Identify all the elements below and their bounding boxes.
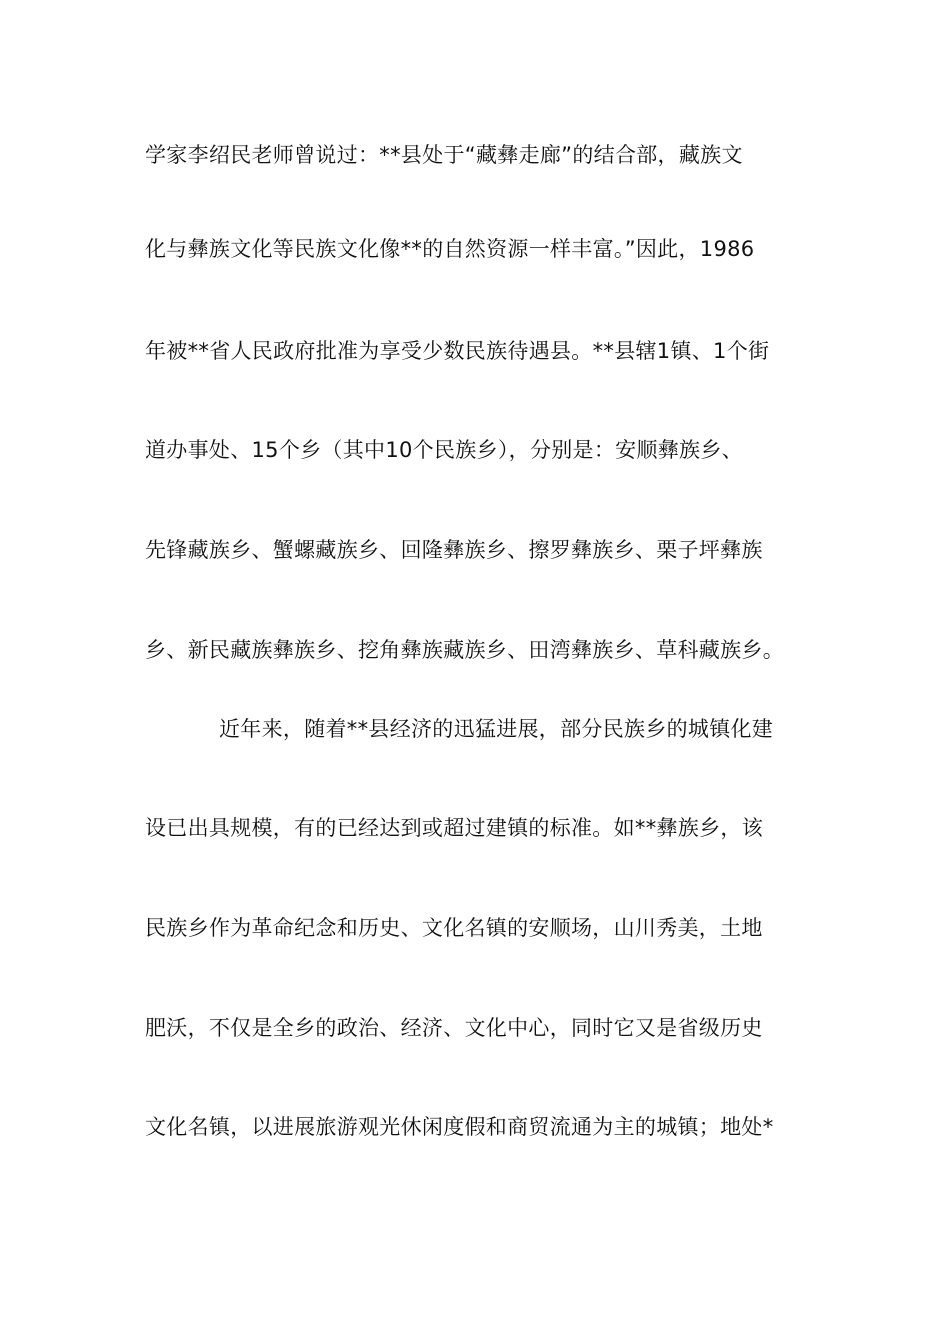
paragraph-line-1: 学家李绍民老师曾说过：**县处于“藏彝走廊”的结合部，藏族文 (145, 143, 743, 167)
paragraph-line-10: 肥沃，不仅是全乡的政治、经济、文化中心，同时它又是省级历史 (145, 1016, 763, 1040)
paragraph-line-5: 先锋藏族乡、蟹螺藏族乡、回隆彝族乡、擦罗彝族乡、栗子坪彝族 (145, 538, 763, 562)
paragraph-line-9: 民族乡作为革命纪念和历史、文化名镇的安顺场，山川秀美，土地 (145, 916, 763, 940)
paragraph-line-8: 设已出具规模，有的已经达到或超过建镇的标准。如**彝族乡，该 (145, 816, 763, 840)
paragraph-line-6: 乡、新民藏族彝族乡、挖角彝族藏族乡、田湾彝族乡、草科藏族乡。 (145, 638, 784, 662)
paragraph-line-3: 年被**省人民政府批准为享受少数民族待遇县。**县辖1镇、1个街 (145, 339, 770, 363)
paragraph-line-11: 文化名镇，以进展旅游观光休闲度假和商贸流通为主的城镇；地处* (145, 1115, 774, 1139)
paragraph-line-2: 化与彝族文化等民族文化像**的自然资源一样丰富。”因此，1986 (145, 237, 755, 261)
paragraph-line-7: 近年来，随着**县经济的迅猛进展，部分民族乡的城镇化建 (219, 717, 774, 741)
paragraph-line-4: 道办事处、15个乡（其中10个民族乡），分别是：安顺彝族乡、 (145, 438, 743, 462)
